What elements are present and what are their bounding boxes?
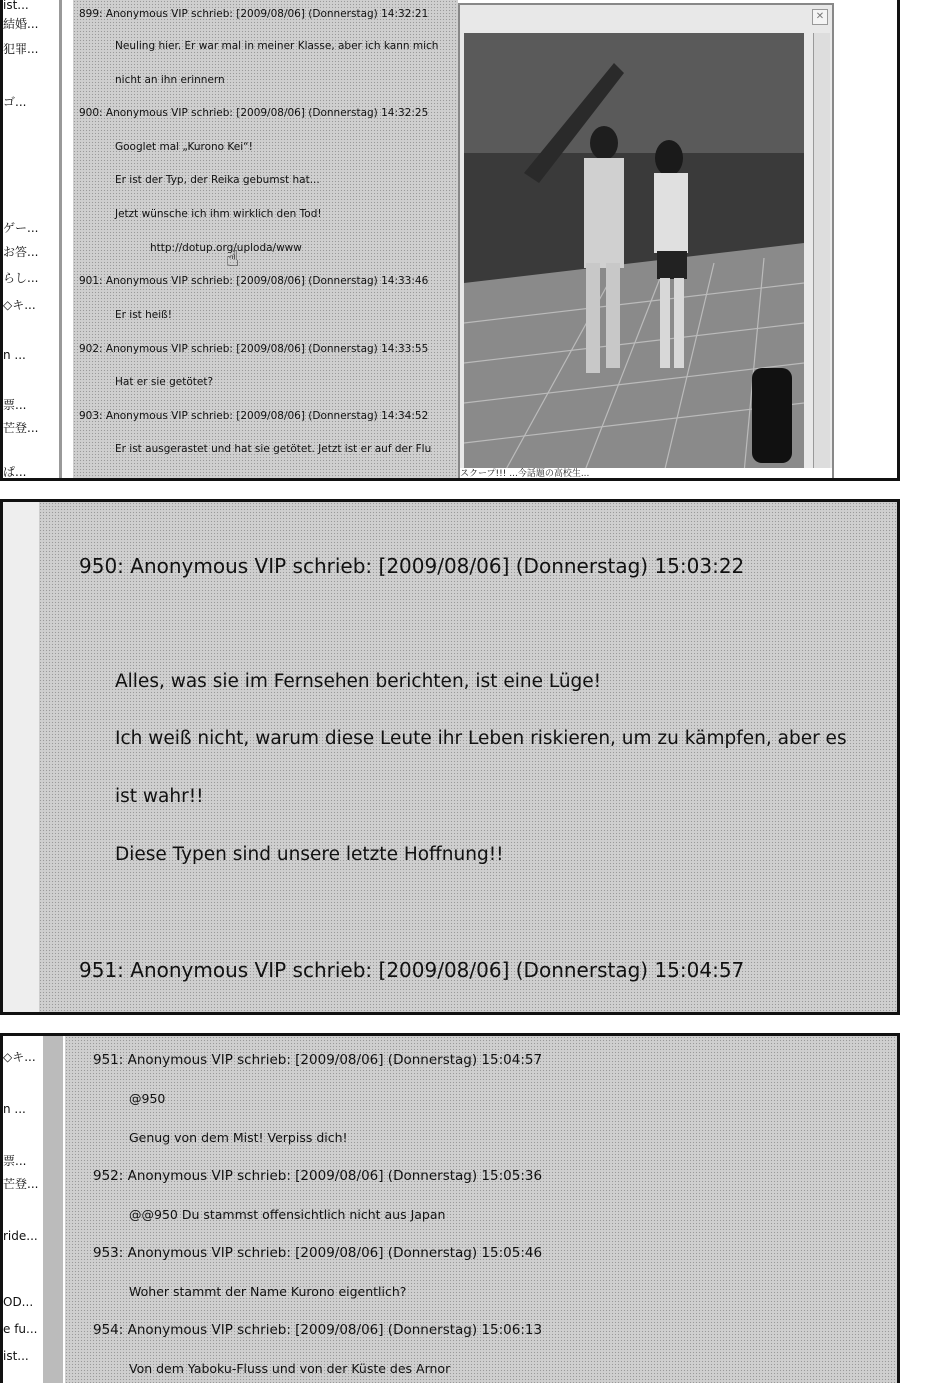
sidebar-item[interactable]: e fu...: [3, 1322, 38, 1336]
post-header: 953: Anonymous VIP schrieb: [2009/08/06] (Donnerstag) 15:05:46: [93, 1245, 543, 1261]
thread-view-zoomed: [39, 502, 897, 1012]
image-popup: [458, 3, 834, 481]
post-header: 900: Anonymous VIP schrieb: [2009/08/06] (Donnerstag) 14:32:25: [79, 107, 429, 119]
sidebar-item[interactable]: ◇キ...: [3, 1050, 36, 1064]
post-message: @950: [129, 1091, 166, 1106]
sidebar-scrollbar[interactable]: [59, 0, 62, 478]
post-message: Er ist heiß!: [115, 309, 172, 321]
post-message: Hat er sie getötet?: [115, 376, 214, 388]
post-message: Von dem Yaboku-Fluss und von der Küste des Arnor: [129, 1361, 451, 1376]
post-message: Jetzt wünsche ich ihm wirklich den Tod!: [115, 208, 322, 220]
sidebar-item[interactable]: n ...: [3, 1102, 26, 1116]
sidebar-item[interactable]: 結婚...: [3, 17, 39, 31]
sidebar-edge: [3, 502, 41, 1012]
post-header: 951: Anonymous VIP schrieb: [2009/08/06] (Donnerstag) 15:04:57: [79, 958, 745, 982]
sidebar-item[interactable]: ゴ...: [3, 95, 27, 109]
sidebar-item[interactable]: 犯罪...: [3, 42, 39, 56]
post-message: Alles, was sie im Fernsehen berichten, ist eine Lüge!: [115, 671, 602, 692]
sidebar-item[interactable]: 芒登...: [3, 421, 39, 435]
close-icon[interactable]: ✕: [812, 9, 828, 25]
post-header: 899: Anonymous VIP schrieb: [2009/08/06] (Donnerstag) 14:32:21: [79, 8, 429, 20]
sidebar-scrollbar[interactable]: [43, 1036, 63, 1383]
post-header: 902: Anonymous VIP schrieb: [2009/08/06] (Donnerstag) 14:33:55: [79, 343, 429, 355]
thread-view: [73, 0, 458, 478]
post-message: @@950 Du stammst offensichtlich nicht aus Japan: [129, 1207, 446, 1222]
post-message: Diese Typen sind unsere letzte Hoffnung!!: [115, 844, 504, 865]
post-message: Googlet mal „Kurono Kei“!: [115, 141, 253, 153]
photo-caption: スクープ!!! ...今話題の高校生...: [460, 468, 832, 480]
sidebar-item[interactable]: お答...: [3, 245, 39, 259]
sidebar-item[interactable]: ist...: [3, 1349, 29, 1363]
post-message: nicht an ihn erinnern: [115, 74, 225, 86]
thread-list-sidebar: [3, 0, 59, 478]
panel-3: [0, 1033, 900, 1383]
post-message: Genug von dem Mist! Verpiss dich!: [129, 1130, 348, 1145]
sidebar-item[interactable]: らし...: [3, 271, 39, 285]
sidebar-item[interactable]: n ...: [3, 348, 26, 362]
post-header: 901: Anonymous VIP schrieb: [2009/08/06] (Donnerstag) 14:33:46: [79, 275, 429, 287]
post-message: ist wahr!!: [115, 786, 204, 807]
post-header: 951: Anonymous VIP schrieb: [2009/08/06] (Donnerstag) 15:04:57: [93, 1052, 543, 1068]
post-message: Er ist ausgerastet und hat sie getötet. Jetzt ist er auf der Flu: [115, 443, 432, 455]
hand-cursor-icon: ☝: [226, 247, 240, 272]
post-message: Ich weiß nicht, warum diese Leute ihr Leben riskieren, um zu kämpfen, aber es: [115, 728, 847, 749]
thread-list-sidebar: [3, 1036, 43, 1383]
post-message: Woher stammt der Name Kurono eigentlich?: [129, 1284, 407, 1299]
post-header: 903: Anonymous VIP schrieb: [2009/08/06] (Donnerstag) 14:34:52: [79, 410, 429, 422]
thread-view: [65, 1036, 897, 1383]
post-header: 954: Anonymous VIP schrieb: [2009/08/06] (Donnerstag) 15:06:13: [93, 1322, 543, 1338]
post-link[interactable]: http://dotup.org/uploda/www: [150, 242, 302, 254]
sidebar-item[interactable]: ぱ...: [3, 465, 27, 479]
sidebar-item[interactable]: 票...: [3, 398, 27, 412]
sidebar-item[interactable]: ゲー...: [3, 221, 39, 235]
panel-2-closeup: [0, 499, 900, 1015]
sidebar-item[interactable]: ride...: [3, 1229, 38, 1243]
attached-photo: [464, 33, 804, 473]
panel-1: [0, 0, 900, 481]
popup-scrollbar[interactable]: [813, 33, 830, 473]
post-header: 952: Anonymous VIP schrieb: [2009/08/06] (Donnerstag) 15:05:36: [93, 1168, 543, 1184]
sidebar-item[interactable]: ist...: [3, 0, 29, 12]
sidebar-item[interactable]: ◇キ...: [3, 298, 36, 312]
post-message: Er ist der Typ, der Reika gebumst hat...: [115, 174, 320, 186]
sidebar-item[interactable]: 芒登...: [3, 1177, 39, 1191]
sidebar-item[interactable]: 票...: [3, 1154, 27, 1168]
sidebar-item[interactable]: OD...: [3, 1295, 34, 1309]
post-header: 950: Anonymous VIP schrieb: [2009/08/06] (Donnerstag) 15:03:22: [79, 554, 745, 578]
post-message: Neuling hier. Er war mal in meiner Klasse, aber ich kann mich: [115, 40, 439, 52]
